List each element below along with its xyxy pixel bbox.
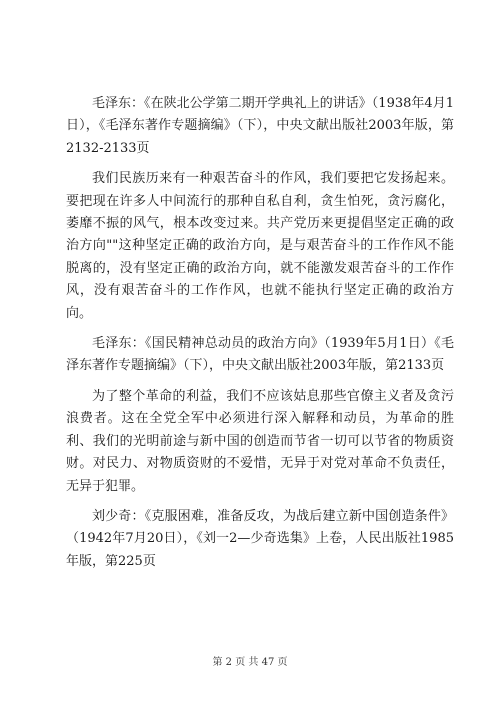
citation-paragraph: 刘少奇：《克服困难，准备反攻，为战后建立新中国创造条件》（1942年7月20日），《刘一2—少奇选集》上卷，人民出版社1985年版，第225页 xyxy=(66,508,454,569)
body-paragraph: 为了整个革命的利益，我们不应该姑息那些官僚主义者及贪污浪费者。这在全党全军中必须进行深入解释和动员，为革命的胜利、我们的光明前途与新中国的创造而节省一切可以节省的物质资财。对民力、对物质资财的不爱惜，无异于对党对革命不负责任，无异于犯罪。 xyxy=(66,388,454,494)
page-footer: 第 2 页 共 47 页 xyxy=(212,657,288,668)
body-paragraph: 我们民族历来有一种艰苦奋斗的作风，我们要把它发扬起来。要把现在许多人中间流行的那种自私自利，贪生怕死，贪污腐化，萎靡不振的风气，根本改变过来。共产党历来更提倡坚定正确的政治方向""这种坚定正确的政治方向，是与艰苦奋斗的工作作风不能脱离的，没有坚定正确的政治方向，就不能激发艰苦奋斗的工作作风，没有艰苦奋斗的工作作风，也就不能执行坚定正确的政治方向。 xyxy=(66,171,454,321)
citation-paragraph: 毛泽东：《在陕北公学第二期开学典礼上的讲话》（1938年4月1日），《毛泽东著作专题摘编》（下），中央文献出版社2003年版，第2132-2133页 xyxy=(66,96,454,156)
page-body xyxy=(66,93,454,581)
citation-paragraph: 毛泽东：《国民精神总动员的政治方向》（1939年5月1日）《毛泽东著作专题摘编》（下），中央文献出版社2003年版，第2133页 xyxy=(66,336,454,374)
